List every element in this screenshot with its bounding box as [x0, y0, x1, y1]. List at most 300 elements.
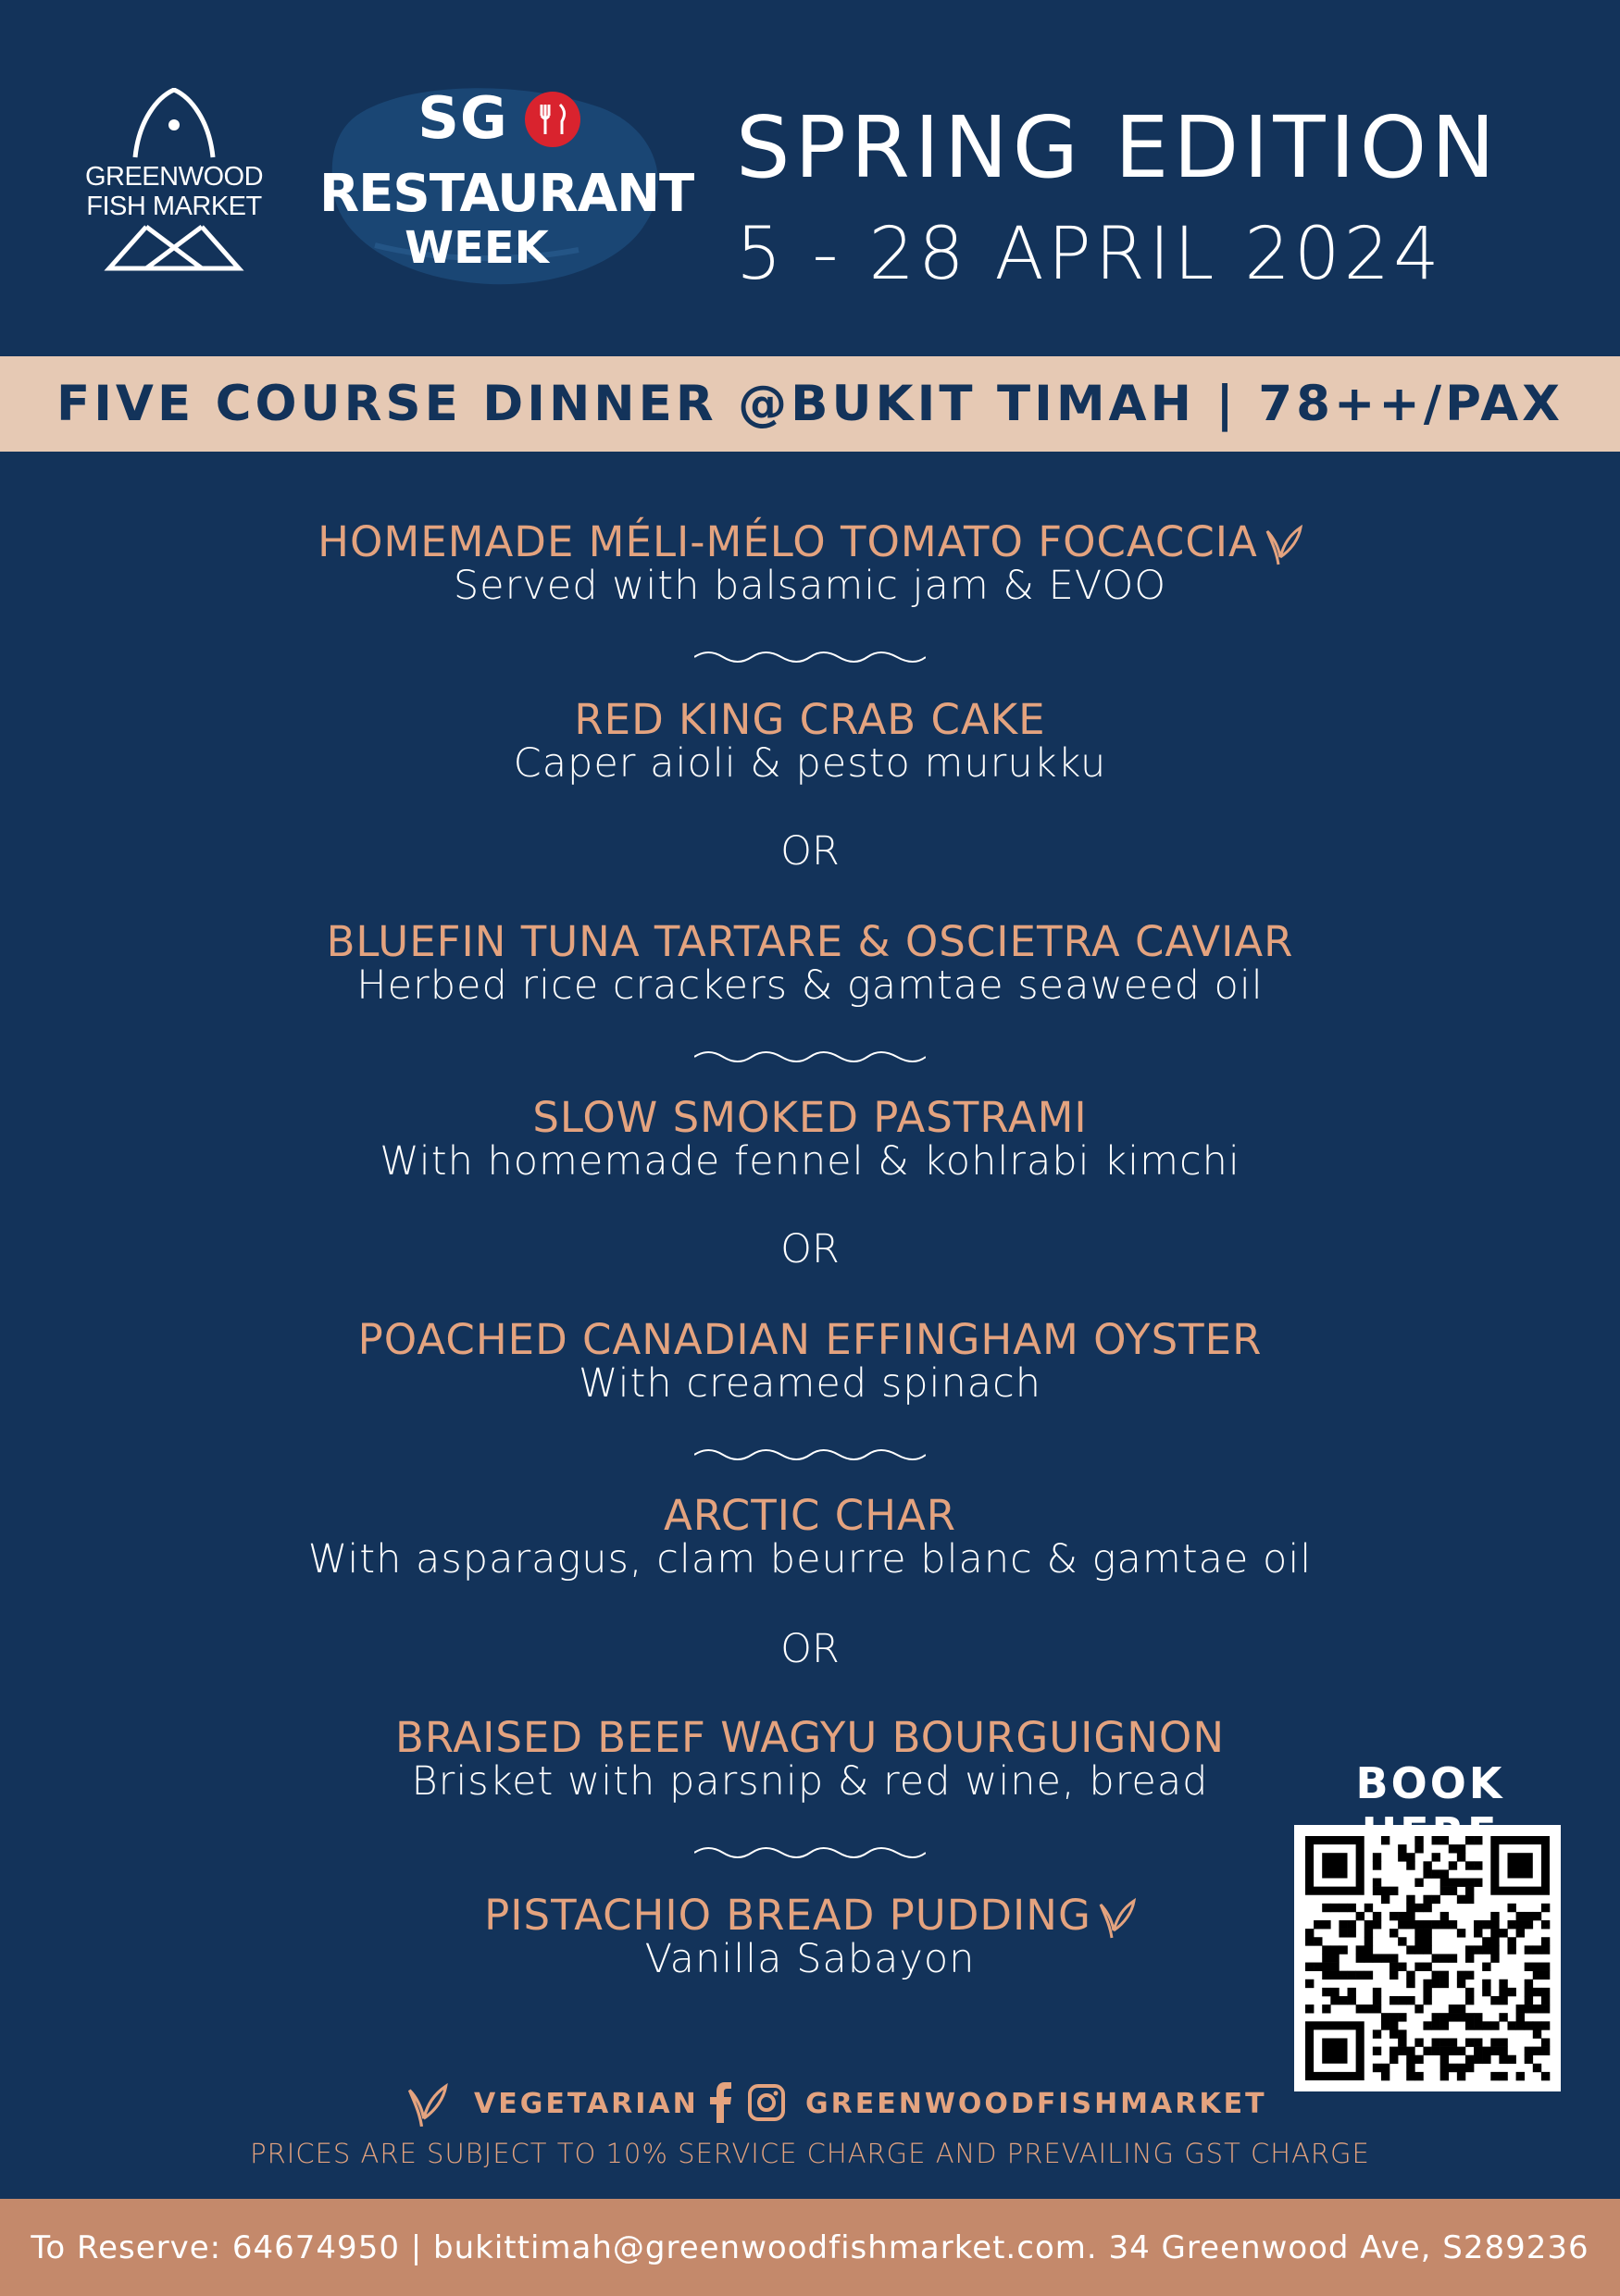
- qr-module: [1440, 1912, 1449, 1920]
- qr-module: [1423, 2047, 1431, 2055]
- qr-module: [1381, 1836, 1389, 1844]
- qr-module: [1348, 1996, 1356, 2004]
- qr-module: [1525, 1945, 1533, 1954]
- qr-module: [1423, 1963, 1431, 1971]
- qr-module: [1406, 1945, 1414, 1954]
- qr-module: [1381, 2072, 1389, 2080]
- qr-module: [1365, 1954, 1373, 1962]
- offer-banner: [0, 356, 1620, 452]
- qr-module: [1348, 1988, 1356, 1996]
- qr-module: [1423, 1920, 1431, 1929]
- qr-module: [1516, 1920, 1525, 1929]
- qr-module: [1440, 2013, 1449, 2021]
- qr-module: [1449, 1920, 1457, 1929]
- qr-module: [1525, 2047, 1533, 2055]
- qr-module: [1373, 2029, 1381, 2038]
- qr-module: [1465, 1836, 1474, 1844]
- qr-module: [1440, 2021, 1449, 2029]
- qr-module: [1541, 1904, 1550, 1912]
- qr-module: [1414, 1904, 1423, 1912]
- qr-module: [1356, 1971, 1365, 1980]
- qr-module: [1365, 1920, 1373, 1929]
- dish-desc-bread-pudding: Vanilla Sabayon: [644, 1936, 976, 1982]
- qr-module: [1525, 1912, 1533, 1920]
- qr-module: [1440, 2072, 1449, 2080]
- qr-module: [1440, 2038, 1449, 2046]
- qr-module: [1339, 1996, 1347, 2004]
- qr-module: [1465, 1887, 1474, 1895]
- event-name-line2: RESTAURANT: [319, 164, 694, 224]
- qr-module: [1406, 2072, 1414, 2080]
- qr-module: [1516, 1912, 1525, 1920]
- qr-module: [1365, 2004, 1373, 2013]
- veg-leaf-icon: [1265, 524, 1302, 566]
- qr-module: [1330, 1945, 1339, 1954]
- qr-module: [1474, 1836, 1482, 1844]
- qr-module: [1305, 1937, 1314, 1945]
- qr-module: [1330, 1996, 1339, 2004]
- qr-module: [1541, 2004, 1550, 2013]
- dish-desc-arctic-char: With asparagus, clam beurre blanc & gamtae oil: [307, 1536, 1313, 1582]
- qr-module: [1499, 1929, 1507, 1937]
- qr-module: [1373, 1879, 1381, 1887]
- qr-module: [1389, 1887, 1398, 1895]
- booking-qr-code[interactable]: [1294, 1825, 1561, 2091]
- qr-module: [1490, 1937, 1499, 1945]
- qr-module: [1373, 1996, 1381, 2004]
- dish-title-text: PISTACHIO BREAD PUDDING: [484, 1891, 1091, 1940]
- qr-module: [1525, 2021, 1533, 2029]
- qr-module: [1457, 1853, 1465, 1861]
- qr-module: [1541, 1945, 1550, 1954]
- qr-module: [1465, 1954, 1474, 1962]
- qr-module: [1440, 1879, 1449, 1887]
- qr-module: [1423, 1988, 1431, 1996]
- qr-module: [1533, 1945, 1541, 1954]
- instagram-icon[interactable]: [748, 2084, 785, 2121]
- qr-module: [1348, 1920, 1356, 1929]
- qr-module: [1482, 1988, 1490, 1996]
- qr-module: [1482, 1945, 1490, 1954]
- qr-module: [1465, 1879, 1474, 1887]
- qr-module: [1423, 2021, 1431, 2029]
- qr-module: [1381, 2013, 1389, 2021]
- qr-module: [1373, 2004, 1381, 2013]
- qr-module: [1414, 1963, 1423, 1971]
- qr-module: [1525, 2055, 1533, 2064]
- qr-module: [1406, 1853, 1414, 1861]
- qr-finder: [1322, 1853, 1347, 1878]
- wave-divider-icon: [694, 1048, 926, 1066]
- qr-module: [1541, 1920, 1550, 1929]
- qr-module: [1474, 1929, 1482, 1937]
- qr-module: [1406, 2055, 1414, 2064]
- qr-module: [1322, 1971, 1330, 1980]
- or-separator: OR: [780, 1626, 840, 1672]
- qr-module: [1423, 1980, 1431, 1988]
- qr-module: [1322, 1963, 1330, 1971]
- qr-module: [1339, 1904, 1347, 1912]
- qr-module: [1465, 2021, 1474, 2029]
- qr-module: [1432, 1980, 1440, 1988]
- qr-module: [1365, 1971, 1373, 1980]
- qr-module: [1389, 2047, 1398, 2055]
- dish-title-text: HOMEMADE MÉLI-MÉLO TOMATO FOCACCIA: [318, 517, 1258, 566]
- qr-module: [1406, 1920, 1414, 1929]
- footer: [0, 2199, 1620, 2296]
- qr-module: [1365, 1937, 1373, 1945]
- qr-module: [1339, 1971, 1347, 1980]
- qr-module: [1305, 1980, 1314, 1988]
- qr-module: [1423, 1945, 1431, 1954]
- qr-module: [1499, 2055, 1507, 2064]
- qr-module: [1457, 1929, 1465, 1937]
- qr-module: [1414, 2004, 1423, 2013]
- dish-title-oyster: POACHED CANADIAN EFFINGHAM OYSTER: [357, 1315, 1263, 1364]
- event-name-line1: SG: [417, 84, 508, 152]
- qr-module: [1322, 2004, 1330, 2013]
- qr-module: [1406, 1980, 1414, 1988]
- qr-module: [1314, 1963, 1322, 1971]
- qr-module: [1449, 2047, 1457, 2055]
- qr-module: [1440, 2047, 1449, 2055]
- qr-module: [1414, 1844, 1423, 1853]
- qr-module: [1423, 1929, 1431, 1937]
- qr-module: [1474, 2055, 1482, 2064]
- qr-module: [1406, 1996, 1414, 2004]
- qr-module: [1465, 1945, 1474, 1954]
- qr-module: [1322, 1920, 1330, 1929]
- qr-module: [1389, 1963, 1398, 1971]
- qr-module: [1356, 1945, 1365, 1954]
- qr-module: [1474, 2021, 1482, 2029]
- qr-module: [1541, 2038, 1550, 2046]
- qr-module: [1440, 1954, 1449, 1962]
- qr-module: [1373, 1887, 1381, 1895]
- qr-module: [1499, 2038, 1507, 2046]
- qr-module: [1507, 1937, 1515, 1945]
- qr-module: [1398, 1996, 1406, 2004]
- qr-finder: [1322, 2038, 1347, 2063]
- qr-module: [1525, 1996, 1533, 2004]
- qr-module: [1465, 2055, 1474, 2064]
- qr-module: [1348, 1971, 1356, 1980]
- edition-title: SPRING EDITION: [736, 98, 1500, 197]
- qr-module: [1482, 2047, 1490, 2055]
- veg-leaf-icon: [1099, 1897, 1136, 1940]
- qr-module: [1414, 1937, 1423, 1945]
- qr-module: [1507, 1920, 1515, 1929]
- or-separator: OR: [780, 1226, 840, 1272]
- dish-title-tuna-tartare: BLUEFIN TUNA TARTARE & OSCIETRA CAVIAR: [326, 917, 1294, 966]
- qr-module: [1516, 1929, 1525, 1937]
- qr-module: [1389, 2021, 1398, 2029]
- book-here-label: BOOK: [1355, 1758, 1505, 1808]
- qr-module: [1533, 1912, 1541, 1920]
- qr-module: [1449, 2013, 1457, 2021]
- brand-name-line2: FISH MARKET: [86, 192, 262, 221]
- qr-module: [1474, 1879, 1482, 1887]
- qr-module: [1432, 1836, 1440, 1844]
- qr-module: [1330, 1988, 1339, 1996]
- qr-module: [1305, 2004, 1314, 2013]
- qr-module: [1457, 1879, 1465, 1887]
- qr-module: [1533, 2047, 1541, 2055]
- qr-module: [1465, 2038, 1474, 2046]
- qr-module: [1305, 1963, 1314, 1971]
- legend: [0, 2082, 1620, 2128]
- qr-module: [1533, 2021, 1541, 2029]
- qr-module: [1381, 1887, 1389, 1895]
- qr-module: [1474, 2013, 1482, 2021]
- qr-module: [1440, 1920, 1449, 1929]
- qr-module: [1322, 1954, 1330, 1962]
- qr-module: [1440, 1887, 1449, 1895]
- wave-divider-icon: [694, 1843, 926, 1862]
- qr-module: [1423, 1904, 1431, 1912]
- qr-module: [1365, 1929, 1373, 1937]
- qr-module: [1457, 2047, 1465, 2055]
- qr-module: [1398, 1844, 1406, 1853]
- qr-module: [1414, 1945, 1423, 1954]
- qr-module: [1440, 2064, 1449, 2072]
- qr-module: [1474, 1861, 1482, 1869]
- qr-module: [1432, 2047, 1440, 2055]
- qr-module: [1365, 1945, 1373, 1954]
- qr-module: [1490, 1929, 1499, 1937]
- qr-module: [1432, 1853, 1440, 1861]
- qr-module: [1516, 2004, 1525, 2013]
- qr-module: [1490, 1945, 1499, 1954]
- qr-module: [1389, 2029, 1398, 2038]
- qr-module: [1449, 2038, 1457, 2046]
- qr-module: [1449, 1844, 1457, 1853]
- qr-module: [1440, 1980, 1449, 1988]
- qr-module: [1432, 1971, 1440, 1980]
- qr-module: [1414, 2072, 1423, 2080]
- qr-module: [1322, 1945, 1330, 1954]
- qr-module: [1373, 2064, 1381, 2072]
- qr-module: [1490, 1912, 1499, 1920]
- qr-module: [1432, 2038, 1440, 2046]
- dish-title-crab-cake: RED KING CRAB CAKE: [574, 695, 1046, 744]
- qr-module: [1432, 1895, 1440, 1904]
- qr-module: [1381, 1895, 1389, 1904]
- qr-module: [1474, 1945, 1482, 1954]
- dish-desc-pastrami: With homemade fennel & kohlrabi kimchi: [380, 1138, 1240, 1185]
- qr-module: [1381, 2064, 1389, 2072]
- qr-module: [1414, 2038, 1423, 2046]
- dish-desc-oyster: With creamed spinach: [579, 1360, 1041, 1407]
- qr-module: [1482, 2021, 1490, 2029]
- qr-module: [1339, 1945, 1347, 1954]
- qr-module: [1541, 2047, 1550, 2055]
- qr-module: [1322, 1904, 1330, 1912]
- qr-module: [1314, 1920, 1322, 1929]
- qr-module: [1482, 2055, 1490, 2064]
- qr-module: [1533, 2004, 1541, 2013]
- qr-module: [1398, 1853, 1406, 1861]
- dish-title-focaccia: [0, 518, 1620, 566]
- qr-module: [1465, 1996, 1474, 2004]
- qr-module: [1356, 1954, 1365, 1962]
- qr-module: [1406, 1912, 1414, 1920]
- dish-desc-wagyu: Brisket with parsnip & red wine, bread: [411, 1758, 1209, 1805]
- qr-module: [1499, 2013, 1507, 2021]
- qr-module: [1474, 2038, 1482, 2046]
- qr-module: [1423, 1996, 1431, 2004]
- qr-module: [1499, 2072, 1507, 2080]
- qr-module: [1490, 1996, 1499, 2004]
- offer-banner-text: FIVE COURSE DINNER @BUKIT TIMAH | 78++/PAX: [56, 376, 1564, 432]
- qr-module: [1389, 1996, 1398, 2004]
- qr-module: [1373, 1853, 1381, 1861]
- qr-module: [1440, 1836, 1449, 1844]
- qr-module: [1490, 1954, 1499, 1962]
- greenwood-logo: [72, 88, 276, 287]
- or-separator: OR: [780, 828, 840, 875]
- qr-finder: [1507, 1853, 1532, 1878]
- qr-module: [1457, 1971, 1465, 1980]
- qr-module: [1474, 2047, 1482, 2055]
- facebook-icon[interactable]: [707, 2082, 733, 2123]
- dish-desc-crab-cake: Caper aioli & pesto murukku: [513, 740, 1107, 787]
- dish-desc-tuna-tartare: Herbed rice crackers & gamtae seaweed oil: [356, 962, 1264, 1009]
- qr-module: [1525, 1988, 1533, 1996]
- qr-module: [1533, 1963, 1541, 1971]
- qr-module: [1432, 1954, 1440, 1962]
- qr-module: [1499, 1988, 1507, 1996]
- dish-desc-focaccia: Served with balsamic jam & EVOO: [453, 563, 1167, 609]
- qr-module: [1414, 2055, 1423, 2064]
- qr-module: [1449, 2064, 1457, 2072]
- qr-module: [1330, 1954, 1339, 1962]
- reservation-info[interactable]: To Reserve: 64674950 | bukittimah@greenwoodfishmarket.com. 34 Greenwood Ave, S289236: [31, 2228, 1589, 2266]
- qr-module: [1449, 1887, 1457, 1895]
- qr-module: [1330, 1971, 1339, 1980]
- event-dates: 5 - 28 APRIL 2024: [736, 213, 1443, 296]
- qr-module: [1381, 1954, 1389, 1962]
- qr-module: [1398, 1937, 1406, 1945]
- qr-module: [1482, 1980, 1490, 1988]
- qr-module: [1398, 2038, 1406, 2046]
- qr-module: [1457, 2013, 1465, 2021]
- qr-module: [1423, 1895, 1431, 1904]
- qr-module: [1389, 1971, 1398, 1980]
- qr-module: [1507, 1945, 1515, 1954]
- qr-module: [1398, 1963, 1406, 1971]
- qr-module: [1507, 1988, 1515, 1996]
- dish-title-arctic-char: ARCTIC CHAR: [663, 1491, 957, 1540]
- qr-module: [1533, 1988, 1541, 1996]
- qr-module: [1406, 1971, 1414, 1980]
- qr-module: [1398, 2047, 1406, 2055]
- qr-code-graphic: [1294, 1825, 1561, 2091]
- qr-module: [1322, 1988, 1330, 1996]
- qr-module: [1330, 1904, 1339, 1912]
- qr-module: [1457, 1980, 1465, 1988]
- qr-module: [1507, 2021, 1515, 2029]
- qr-module: [1314, 1937, 1322, 1945]
- qr-module: [1440, 1869, 1449, 1878]
- qr-module: [1398, 2013, 1406, 2021]
- qr-module: [1541, 1971, 1550, 1980]
- qr-module: [1373, 1954, 1381, 1962]
- qr-module: [1423, 1869, 1431, 1878]
- qr-module: [1373, 1920, 1381, 1929]
- social-handle[interactable]: GREENWOODFISHMARKET: [805, 2088, 1267, 2120]
- qr-module: [1449, 1861, 1457, 1869]
- qr-module: [1423, 1861, 1431, 1869]
- qr-module: [1406, 1895, 1414, 1904]
- header: [0, 0, 1620, 356]
- qr-module: [1398, 1920, 1406, 1929]
- qr-module: [1541, 2021, 1550, 2029]
- qr-module: [1499, 2047, 1507, 2055]
- qr-module: [1457, 2064, 1465, 2072]
- dish-title-pastrami: SLOW SMOKED PASTRAMI: [532, 1093, 1088, 1142]
- qr-module: [1373, 1861, 1381, 1869]
- qr-module: [1541, 1988, 1550, 1996]
- qr-module: [1414, 1879, 1423, 1887]
- qr-module: [1465, 1971, 1474, 1980]
- qr-module: [1389, 2013, 1398, 2021]
- qr-module: [1356, 1912, 1365, 1920]
- qr-module: [1482, 1920, 1490, 1929]
- qr-module: [1516, 2021, 1525, 2029]
- qr-module: [1457, 1895, 1465, 1904]
- qr-module: [1356, 2004, 1365, 2013]
- brand-name-line1: GREENWOOD: [84, 162, 264, 192]
- qr-module: [1440, 1971, 1449, 1980]
- qr-module: [1414, 1929, 1423, 1937]
- qr-module: [1465, 1988, 1474, 1996]
- qr-module: [1490, 2038, 1499, 2046]
- qr-module: [1449, 1879, 1457, 1887]
- qr-module: [1305, 1929, 1314, 1937]
- qr-module: [1465, 2013, 1474, 2021]
- qr-module: [1516, 2013, 1525, 2021]
- qr-module: [1499, 1980, 1507, 1988]
- qr-module: [1414, 1836, 1423, 1844]
- wave-divider-icon: [694, 648, 926, 666]
- qr-module: [1541, 2072, 1550, 2080]
- qr-module: [1449, 1954, 1457, 1962]
- qr-module: [1398, 2029, 1406, 2038]
- qr-module: [1432, 1920, 1440, 1929]
- qr-module: [1490, 2072, 1499, 2080]
- qr-module: [1482, 1937, 1490, 1945]
- qr-module: [1525, 1980, 1533, 1988]
- qr-module: [1525, 1920, 1533, 1929]
- restaurant-week-logo: [319, 79, 694, 296]
- qr-module: [1389, 2055, 1398, 2064]
- qr-module: [1474, 1920, 1482, 1929]
- qr-module: [1499, 1996, 1507, 2004]
- qr-module: [1449, 2004, 1457, 2013]
- qr-module: [1381, 2021, 1389, 2029]
- qr-module: [1533, 1971, 1541, 1980]
- qr-module: [1490, 2047, 1499, 2055]
- qr-module: [1348, 1904, 1356, 1912]
- qr-module: [1525, 2004, 1533, 2013]
- qr-module: [1541, 1937, 1550, 1945]
- qr-module: [1406, 1904, 1414, 1912]
- qr-module: [1482, 1963, 1490, 1971]
- qr-module: [1389, 1954, 1398, 1962]
- qr-module: [1465, 1895, 1474, 1904]
- qr-module: [1406, 2064, 1414, 2072]
